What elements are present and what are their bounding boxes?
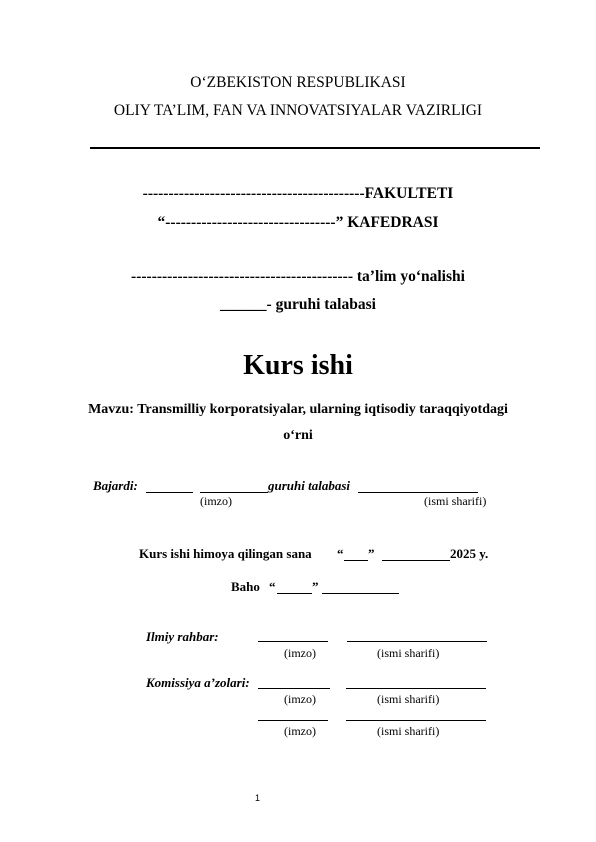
commission-label: Komissiya a’zolari: bbox=[146, 675, 250, 690]
commission-name-caption-2: (ismi sharifi) bbox=[377, 724, 440, 738]
ministry-title: OLIY TA’LIM, FAN VA INNOVATSIYALAR VAZIRLIGI bbox=[113, 102, 483, 119]
performer-signature-line bbox=[146, 492, 193, 493]
performer-label: Bajardi: bbox=[93, 478, 138, 493]
faculty-line: -------------------------------------------FAKULTETI bbox=[142, 185, 454, 202]
group-suffix: - guruhi talabasi bbox=[266, 296, 376, 313]
topic-line-1: Mavzu: Transmilliy korporatsiyalar, ularning iqtisodiy taraqqiyotdagi bbox=[88, 402, 508, 417]
performer-group-label: guruhi talabasi bbox=[268, 478, 351, 493]
defense-close-quote: ” bbox=[368, 546, 375, 561]
performer-group-line bbox=[200, 492, 268, 493]
commission-name-caption-1: (ismi sharifi) bbox=[377, 692, 440, 706]
defense-year: 2025 y. bbox=[450, 546, 489, 561]
supervisor-signature-caption: (imzo) bbox=[284, 646, 316, 660]
supervisor-label: Ilmiy rahbar: bbox=[146, 629, 219, 644]
performer-name-line bbox=[358, 492, 478, 493]
performer-signature-caption: (imzo) bbox=[200, 494, 232, 508]
grade-close-quote: ” bbox=[312, 579, 319, 594]
supervisor-name-line bbox=[347, 641, 487, 642]
defense-open-quote: “ bbox=[337, 546, 344, 561]
commission-name-line-1 bbox=[346, 688, 486, 689]
commission-name-line-2 bbox=[346, 720, 486, 721]
page-number: 1 bbox=[255, 793, 261, 803]
commission-signature-caption-1: (imzo) bbox=[284, 692, 316, 706]
grade-open-quote: “ bbox=[269, 579, 276, 594]
header-divider bbox=[90, 147, 540, 149]
commission-signature-caption-2: (imzo) bbox=[284, 724, 316, 738]
department-line: “---------------------------------” KAFEDRASI bbox=[157, 214, 439, 231]
grade-word-line bbox=[322, 593, 399, 594]
republic-title: O‘ZBEKISTON RESPUBLIKASI bbox=[190, 74, 406, 91]
commission-signature-line-2 bbox=[258, 720, 328, 721]
supervisor-signature-line bbox=[258, 641, 328, 642]
group-blank: ______ bbox=[220, 296, 267, 313]
supervisor-name-caption: (ismi sharifi) bbox=[377, 646, 440, 660]
defense-day-line bbox=[344, 560, 368, 561]
group-line bbox=[0, 296, 596, 314]
document-title: Kurs ishi bbox=[243, 350, 353, 381]
performer-name-caption: (ismi sharifi) bbox=[424, 494, 487, 508]
defense-label: Kurs ishi himoya qilingan sana bbox=[139, 546, 312, 561]
grade-score-line bbox=[277, 593, 312, 594]
defense-month-line bbox=[382, 560, 450, 561]
topic-line-2: o‘rni bbox=[283, 428, 313, 443]
grade-label: Baho bbox=[231, 579, 260, 594]
direction-line: ------------------------------------------- ta’lim yo‘nalishi bbox=[131, 268, 465, 285]
commission-signature-line-1 bbox=[258, 688, 330, 689]
